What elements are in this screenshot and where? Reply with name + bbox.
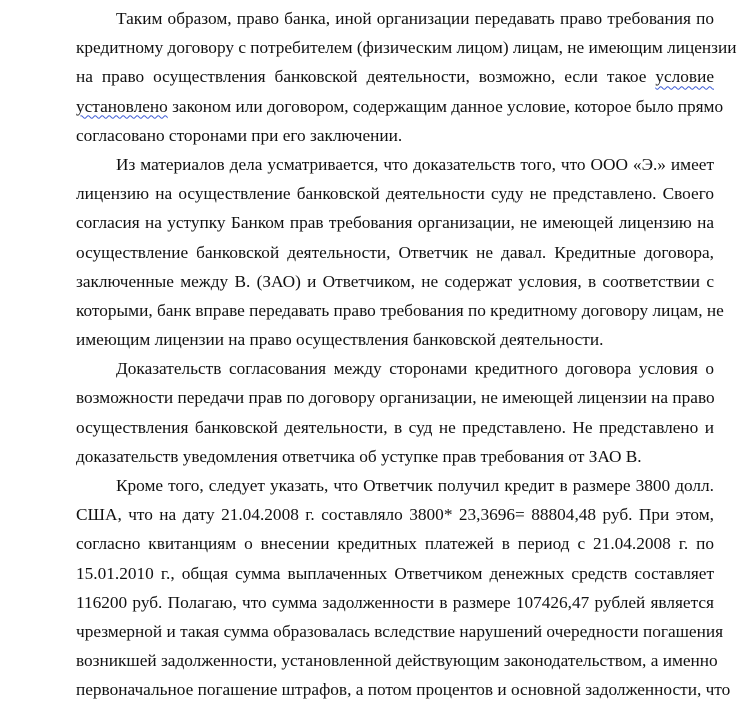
paragraph-2-line-5: заключенные между В. (ЗАО) и Ответчиком, не содержат условия, в соответствии с (76, 271, 714, 291)
spellcheck-flagged-word[interactable]: установлено (76, 96, 168, 116)
paragraph-2-line-1: Из материалов дела усматривается, что доказательств того, что ООО «Э.» имеет (116, 154, 714, 174)
paragraph-4-line-1: Кроме того, следует указать, что Ответчик получил кредит в размере 3800 долл. (116, 476, 714, 495)
paragraph-2-line-2: лицензию на осуществление банковской деятельности суду не представлено. Своего (76, 184, 714, 204)
paragraph-2-line-7: имеющим лицензии на право осуществления банковской деятельности. (76, 330, 604, 350)
paragraph-4-line-7: возникшей задолженности, установленной действующим законодательством, а именно (76, 651, 718, 671)
paragraph-3-line-2: возможности передачи прав по договору организации, не имеющей лицензии на право (76, 388, 715, 408)
paragraph-1-line-3 (76, 62, 714, 91)
paragraph-1-line-1: Таким образом, право банка, иной организации передавать право требования по (116, 9, 714, 28)
paragraph-3-line-3: осуществления банковской деятельности, в суд не представлено. Не представлено и (76, 417, 714, 437)
paragraph-2-line-4: осуществление банковской деятельности, Ответчик не давал. Кредитные договора, (76, 242, 714, 262)
paragraph-1-line-2: кредитному договору с потребителем (физическим лицом) лицам, не имеющим лицензии (76, 38, 737, 58)
paragraph-2-line-6: которыми, банк вправе передавать право требования по кредитному договору лицам, не (76, 300, 724, 320)
paragraph-4-line-2: США, что на дату 21.04.2008 г. составляло 3800* 23,3696= 88804,48 руб. При этом, (76, 505, 714, 525)
paragraph-1-line-4 (76, 92, 724, 121)
line-text: законом или договором, содержащим данное условие, которое было прямо (167, 96, 724, 116)
paragraph-2-line-3: согласия на уступку Банком прав требования организации, не имеющей лицензию на (76, 213, 714, 233)
paragraph-3-line-1: Доказательств согласования между сторонами кредитного договора условия о (116, 359, 714, 379)
paragraph-1-line-5: согласовано сторонами при его заключении. (76, 125, 403, 145)
paragraph-4-line-5: 116200 руб. Полагаю, что сумма задолженности в размере 107426,47 рублей является (76, 592, 714, 612)
line-text: на право осуществления банковской деятельности, возможно, если такое (76, 67, 656, 87)
paragraph-4-line-4: 15.01.2010 г., общая сумма выплаченных Ответчиком денежных средств составляет (76, 563, 714, 583)
paragraph-4-line-3: согласно квитанциям о внесении кредитных платежей в период с 21.04.2008 г. по (76, 534, 714, 554)
spellcheck-flagged-word[interactable]: условие (655, 67, 714, 87)
paragraph-4-line-8: первоначальное погашение штрафов, а потом процентов и основной задолженности, что (76, 680, 731, 700)
document-body (76, 4, 737, 705)
paragraph-3-line-4: доказательств уведомления ответчика об уступке прав требования от ЗАО В. (76, 446, 642, 466)
paragraph-4-line-6: чрезмерной и такая сумма образовалась вследствие нарушений очередности погашения (76, 621, 724, 641)
